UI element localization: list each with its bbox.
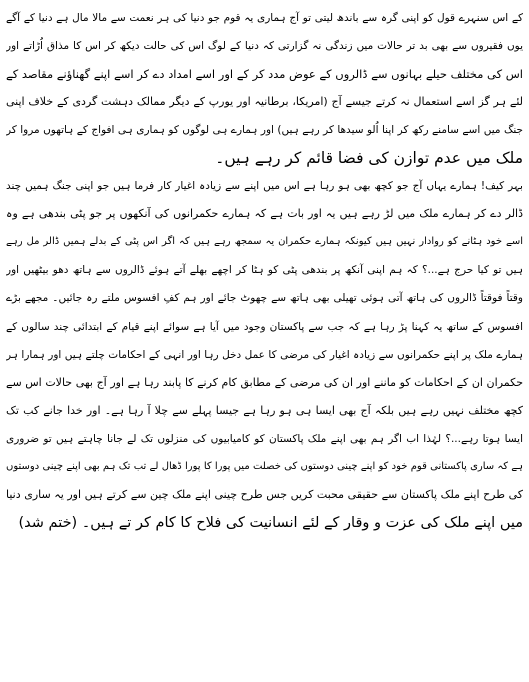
text-line: یوں فقیروں سے بھی بد تر حالات میں زندگی نہ گزارتی کہ دنیا کے لوگ اس کی حالت دیکھ کر اس کا مذاق اُڑاتے اور — [6, 40, 523, 53]
text-line: وقتاً فوقتاً ڈالروں کی ہاتھ آتی ہوئی تھیلی بھی ہاتھ سے چھوٹ جائے اور ہم کفِ افسوس ملتے رہ جائیں۔ مجھے بڑے — [6, 292, 523, 305]
text-line: ڈالر دے کر ہمارے ملک میں لڑ رہے ہیں یہ اور بات ہے کہ ہمارے حکمرانوں کی آنکھوں پر جو پٹی بندھی ہے وہ — [6, 207, 523, 221]
text-line: ایسا ہوتا رہے...؟ لہٰذا اب اگر ہم بھی اپنے ملک پاکستان کو کامیابیوں کی منزلوں تک لے جانا چاہتے ہیں تو ضروری — [6, 432, 523, 445]
text-line: اسے خود ہٹانے کو روادار نہیں ہیں کیونکہ ہمارے حکمران یہ سمجھ رہے ہیں کہ اگر اس پٹی کے بدلے ہمیں ڈالر مل رہے — [6, 236, 523, 248]
text-line: میں اپنے ملک کی عزت و وقار کے لئے انسانیت کی فلاح کا کام کر تے ہیں۔ (ختم شد) — [18, 514, 523, 531]
text-line: حکمران ان کے احکامات کو ماننے اور ان کی مرضی کے مطابق کام کرنے کا پابند رہا ہے اور آج بھی حالات اس سے — [6, 375, 523, 389]
text-line: اس کی مختلف حیلے بہانوں سے ڈالروں کے عوض مدد کر کے اور اسے امداد دے کر اسے اپنے گھناؤنے مقاصد کے — [6, 67, 523, 82]
text-line: ہیں تو کیا حرج ہے...؟ کہ ہم اپنی آنکھ پر بندھی پٹی کو ہٹا کر اچھے بھلے آتے ہوئے ڈالروں سے ہاتھ دھو بیٹھیں اور — [6, 264, 523, 277]
text-line: کچھ مختلف نہیں رہے ہیں بلکہ آج بھی ایسا ہی ہو رہا ہے جیسا پہلے سے چلا آ رہا ہے۔ اور خدا جانے کب تک — [6, 403, 523, 417]
text-line: بہر کیف! ہمارے یہاں آج جو کچھ بھی ہو رہا ہے اس میں اپنے سے زیادہ اغیار کار فرما ہیں جو اپنی جنگ ہمیں چند — [6, 180, 523, 193]
text-line: ہے کہ ساری پاکستانی قوم خود کو اپنے چینی دوستوں کی خصلت میں پورا کا پورا ڈھال لے تب تک ہم بھی اپنے چینی دوستوں — [6, 460, 523, 472]
article-page — [6, 4, 523, 678]
paragraph-1 — [6, 4, 523, 172]
text-line: ملک میں عدم توازن کی فضا قائم کر رہے ہیں۔ — [215, 149, 523, 168]
text-line: کی طرح اپنے ملک پاکستان سے حقیقی محبت کریں جس طرح چینی اپنے ملک چین سے کرتے ہیں اور یہ ساری دنیا — [6, 487, 523, 501]
text-line: لئے ہر گز اسے استعمال نہ کرتے جیسے آج (امریکا، برطانیہ اور یورپ کے دیگر ممالک دہشت گردی کے خلاف اپنی — [6, 95, 523, 109]
text-line: جنگ میں اسے سامنے رکھ کر اپنا اُلو سیدھا کر رہے ہیں) اور ہمارے ہی لوگوں کو ہماری ہی افواج کے ہاتھوں مروا کر — [6, 124, 523, 137]
text-line: افسوس کے ساتھ یہ کہنا پڑ رہا ہے کہ جب سے پاکستان وجود میں آیا ہے سوائے اپنے قیام کے ابتدائی چند سالوں کے — [6, 320, 523, 333]
paragraph-2 — [6, 172, 523, 537]
text-line: ہمارے ملک پر اپنے حکمرانوں سے زیادہ اغیار کی مرضی کا عمل دخل رہا اور انہی کے احکامات چلتے ہیں اور ہمارا ہر — [6, 348, 523, 361]
text-line: کے اس سنہرے قول کو اپنی گرہ سے باندھ لیتی تو آج ہماری یہ قوم جو دنیا کی ہر نعمت سے مالا مال ہے دنیا کے آگے — [6, 12, 523, 24]
